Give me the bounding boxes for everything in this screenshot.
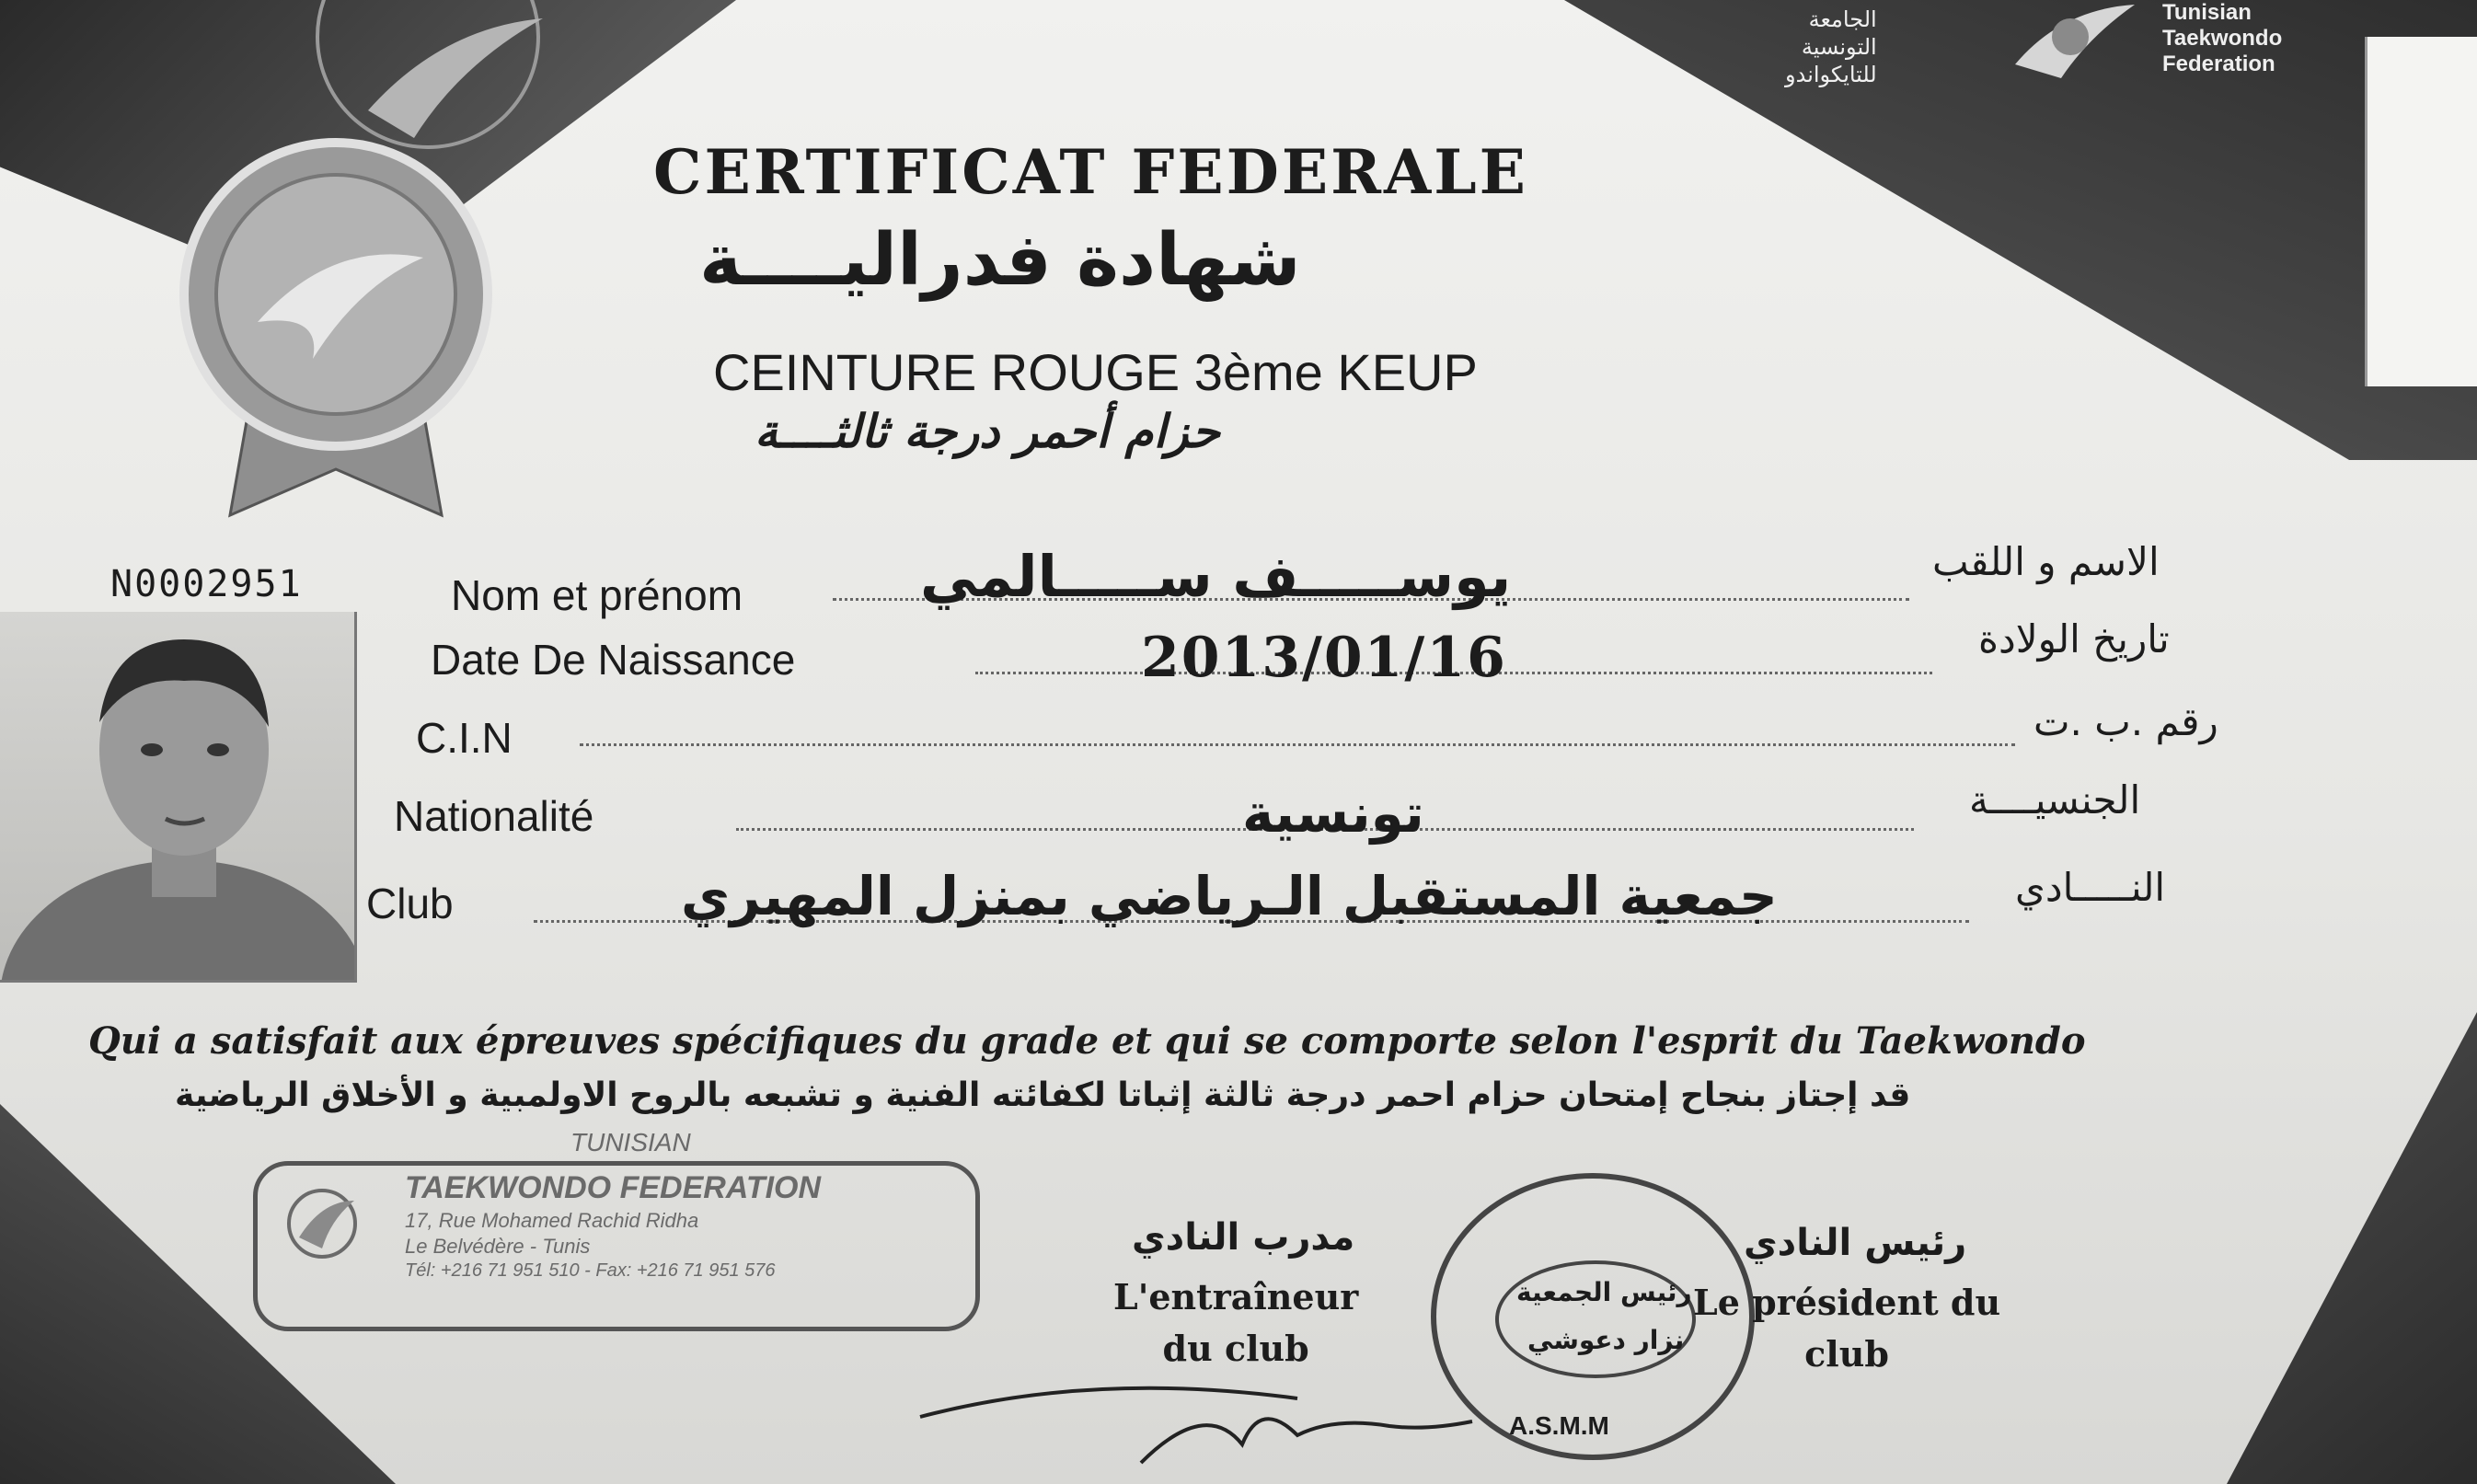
president-label-fr <box>1693 1277 2000 1380</box>
coach-label-fr-line1: L'entraîneur <box>1113 1276 1359 1317</box>
seal-text-1: رئيس الجمعية <box>1516 1277 1692 1307</box>
federation-logo-small-icon <box>2006 0 2144 83</box>
certificate-title-ar: شهادة فدراليــــة <box>699 219 1301 302</box>
certificate-title-fr: CERTIFICAT FEDERALE <box>653 136 1528 208</box>
nationality-value: تونسية <box>1242 782 1424 845</box>
cin-line <box>580 743 2015 746</box>
birth-label-fr: Date De Naissance <box>431 636 796 684</box>
federation-name-en: Tunisian Taekwondo Federation <box>2162 0 2283 76</box>
seal-text-2: نزار دعوشي <box>1527 1325 1685 1355</box>
medal-emblem-icon <box>138 138 534 543</box>
name-value: يوســـــف ســـــالمي <box>920 543 1512 610</box>
president-label-fr-line1: Le président du <box>1693 1282 2001 1323</box>
statement-fr: Qui a satisfait aux épreuves spécifiques du grade et qui se comporte selon l'esprit du Taekwondo <box>88 1019 2086 1063</box>
coach-signature-icon <box>911 1362 1481 1481</box>
coach-label-ar: مدرب النادي <box>1132 1216 1355 1259</box>
belt-grade-ar: حزام أحمر درجة ثالثــــة <box>755 405 1220 458</box>
name-label-ar: الاسم و اللقب <box>1932 539 2160 584</box>
club-value: جمعية المستقبل الـرياضي بمنزل المهيري <box>681 865 1778 927</box>
holder-photo <box>0 612 357 983</box>
federation-name-ar: الجامعة التونسية للتايكواندو <box>1785 6 1877 87</box>
nationality-label-fr: Nationalité <box>394 792 594 840</box>
cin-label-fr: C.I.N <box>416 714 513 762</box>
nationality-label-ar: الجنسيــــة <box>1969 777 2141 823</box>
birth-value: 2013/01/16 <box>1141 626 1507 690</box>
stamp-line-5: Tél: +216 71 951 510 - Fax: +216 71 951 576 <box>405 1260 776 1281</box>
coach-label-fr <box>1113 1271 1358 1375</box>
coach-label-fr-line2: du club <box>1162 1328 1309 1369</box>
belt-grade-fr: CEINTURE ROUGE 3ème KEUP <box>713 343 1478 401</box>
stamp-line-4: Le Belvédère - Tunis <box>405 1235 591 1258</box>
stamp-emblem-icon <box>281 1182 373 1265</box>
club-label-fr: Club <box>366 880 454 927</box>
federation-logo-icon <box>304 0 552 156</box>
president-label-ar: رئيس النادي <box>1744 1222 1967 1264</box>
statement-ar: قد إجتاز بنجاح إمتحان حزام احمر درجة ثالثة إثباتا لكفائته الفنية و تشبعه بالروح الاولمبية و الأخلاق الرياضية <box>175 1076 1911 1114</box>
person-portrait-icon <box>0 612 354 980</box>
stamp-line-2: TAEKWONDO FEDERATION <box>405 1170 822 1205</box>
stamp-line-1: TUNISIAN <box>570 1128 691 1156</box>
seal-initials: A.S.M.M <box>1509 1411 1609 1440</box>
club-label-ar: النـــــادي <box>2015 865 2166 910</box>
cin-label-ar: رقم .ب .ت <box>2033 699 2218 744</box>
stamp-line-3: 17, Rue Mohamed Rachid Ridha <box>405 1209 699 1232</box>
birth-label-ar: تاريخ الولادة <box>1978 616 2170 661</box>
serial-number: N0002951 <box>110 563 303 605</box>
president-label-fr-line2: club <box>1804 1333 1889 1375</box>
name-label-fr: Nom et prénom <box>451 571 743 619</box>
adjacent-page-edge <box>2365 37 2477 386</box>
